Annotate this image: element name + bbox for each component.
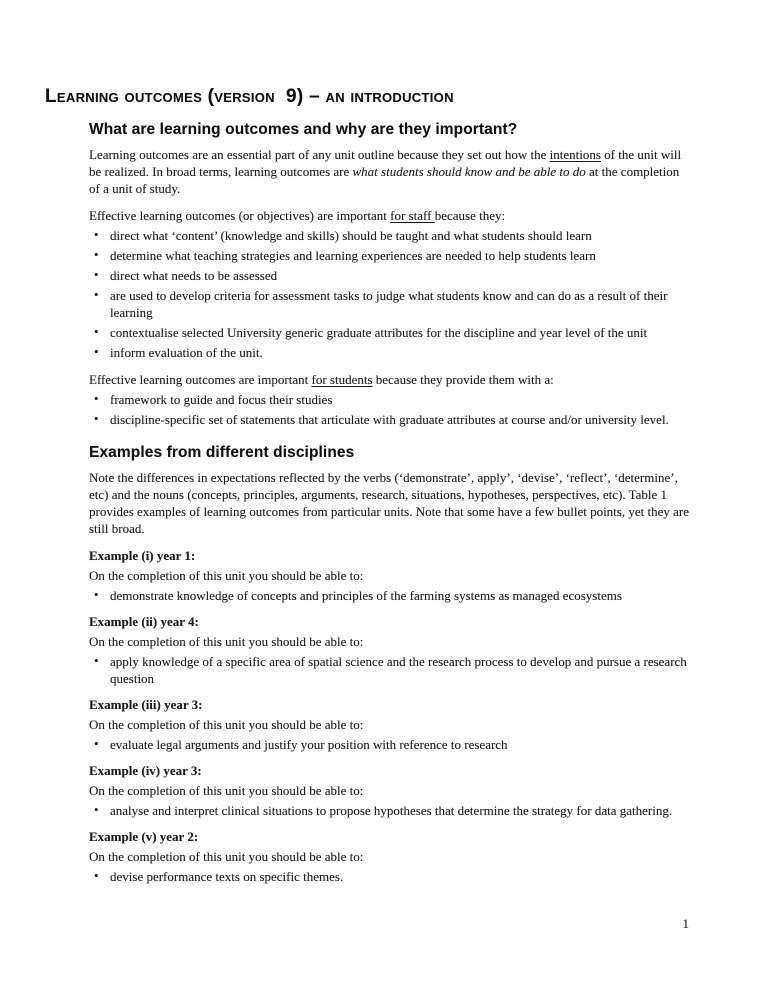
bullet-icon: •	[94, 267, 99, 282]
example-bullet-list	[89, 653, 690, 687]
staff-lead-paragraph	[89, 207, 690, 224]
example-label: Example (iii) year 3:	[89, 697, 203, 712]
bullet-icon: •	[94, 344, 99, 359]
bullet-item	[89, 587, 690, 604]
text-run: at the completion of a unit of study.	[89, 164, 680, 196]
bullet-icon: •	[94, 411, 99, 426]
section-heading-what-are-learning-outcomes: What are learning outcomes and why are they important?	[89, 121, 518, 138]
bullet-item	[89, 391, 690, 408]
bullet-icon: •	[94, 247, 99, 262]
bullet-item	[89, 868, 690, 885]
bullet-text: direct what needs to be assessed	[110, 268, 278, 283]
bullet-text: inform evaluation of the unit.	[110, 345, 263, 360]
students-lead-paragraph	[89, 371, 690, 388]
bullet-icon: •	[94, 587, 99, 602]
bullet-text: determine what teaching strategies and learning experiences are needed to help students learn	[110, 248, 596, 263]
page-number: 1	[682, 916, 689, 931]
bullet-icon: •	[94, 227, 99, 242]
bullet-item	[89, 267, 690, 284]
bullet-item	[89, 227, 690, 244]
bullet-item	[89, 411, 690, 428]
staff-bullet-list	[89, 227, 690, 361]
bullet-item	[89, 287, 690, 321]
bullet-text: direct what ‘content’ (knowledge and skills) should be taught and what students should learn	[110, 228, 592, 243]
underlined-term-for-students: for students	[311, 372, 373, 387]
text-run: of the unit will be realized. In broad terms, learning outcomes are	[89, 147, 682, 179]
bullet-text: devise performance texts on specific themes.	[110, 869, 344, 884]
example-label: Example (ii) year 4:	[89, 614, 199, 629]
bullet-icon: •	[94, 287, 99, 302]
bullet-icon: •	[94, 736, 99, 751]
example-label: Example (iv) year 3:	[89, 763, 202, 778]
bullet-icon: •	[94, 802, 99, 817]
text-run: Learning outcomes are an essential part of any unit outline because they set out how the	[89, 147, 550, 162]
examples-intro-paragraph: Note the differences in expectations reflected by the verbs (‘demonstrate’, apply’, ‘devise’, ‘reflect’, ‘determine’, etc) and the nouns (concepts, principles, arguments, research, situations, hypotheses, perspectives, etc). Table 1 provides examples of learning outcomes from particular units. Note that some have a few bullet points, yet they are still broad.	[89, 470, 689, 536]
example-bullet-list	[89, 802, 690, 819]
intro-paragraph	[89, 146, 690, 197]
example-bullet-list	[89, 868, 690, 885]
example-lead: On the completion of this unit you should be able to:	[89, 717, 364, 732]
text-run: Effective learning outcomes (or objectives) are important	[89, 208, 391, 223]
example-lead: On the completion of this unit you should be able to:	[89, 568, 364, 583]
bullet-text: demonstrate knowledge of concepts and principles of the farming systems as managed ecosystems	[110, 588, 622, 603]
bullet-text: contextualise selected University generic graduate attributes for the discipline and year level of the unit	[110, 325, 648, 340]
example-label: Example (i) year 1:	[89, 548, 196, 563]
example-bullet-list	[89, 736, 690, 753]
example-block-5	[89, 828, 690, 885]
bullet-item	[89, 344, 690, 361]
example-block-2	[89, 613, 690, 687]
bullet-icon: •	[94, 868, 99, 883]
bullet-text: framework to guide and focus their studies	[110, 392, 333, 407]
example-block-4	[89, 762, 690, 819]
text-run: because they:	[434, 208, 506, 223]
bullet-text: evaluate legal arguments and justify your position with reference to research	[110, 737, 508, 752]
bullet-text: are used to develop criteria for assessment tasks to judge what students know and can do as a result of their learning	[110, 288, 668, 320]
bullet-text: analyse and interpret clinical situations to propose hypotheses that determine the strategy for data gathering.	[110, 803, 673, 818]
bullet-text: apply knowledge of a specific area of spatial science and the research process to develop and pursue a research question	[110, 654, 687, 686]
underlined-term-for-staff: for staff	[390, 208, 435, 223]
section-heading-examples: Examples from different disciplines	[89, 444, 355, 461]
bullet-item	[89, 653, 690, 687]
bullet-text: discipline-specific set of statements that articulate with graduate attributes at course and/or university level.	[110, 412, 669, 427]
document-title: Learning outcomes (version 9) – an introduction	[45, 86, 454, 107]
example-lead: On the completion of this unit you should be able to:	[89, 783, 364, 798]
italic-phrase: what students should know and be able to do	[352, 164, 586, 179]
bullet-item	[89, 802, 690, 819]
example-block-1	[89, 547, 690, 604]
underlined-term-intentions: intentions	[549, 147, 601, 162]
bullet-item	[89, 324, 690, 341]
example-block-3	[89, 696, 690, 753]
bullet-item	[89, 247, 690, 264]
example-label: Example (v) year 2:	[89, 829, 199, 844]
bullet-icon: •	[94, 391, 99, 406]
bullet-icon: •	[94, 653, 99, 668]
example-bullet-list	[89, 587, 690, 604]
example-lead: On the completion of this unit you should be able to:	[89, 634, 364, 649]
students-bullet-list	[89, 391, 690, 428]
text-run: because they provide them with a:	[372, 372, 554, 387]
example-lead: On the completion of this unit you should be able to:	[89, 849, 364, 864]
bullet-item	[89, 736, 690, 753]
bullet-icon: •	[94, 324, 99, 339]
document-body	[89, 118, 690, 888]
text-run: Effective learning outcomes are important	[89, 372, 312, 387]
